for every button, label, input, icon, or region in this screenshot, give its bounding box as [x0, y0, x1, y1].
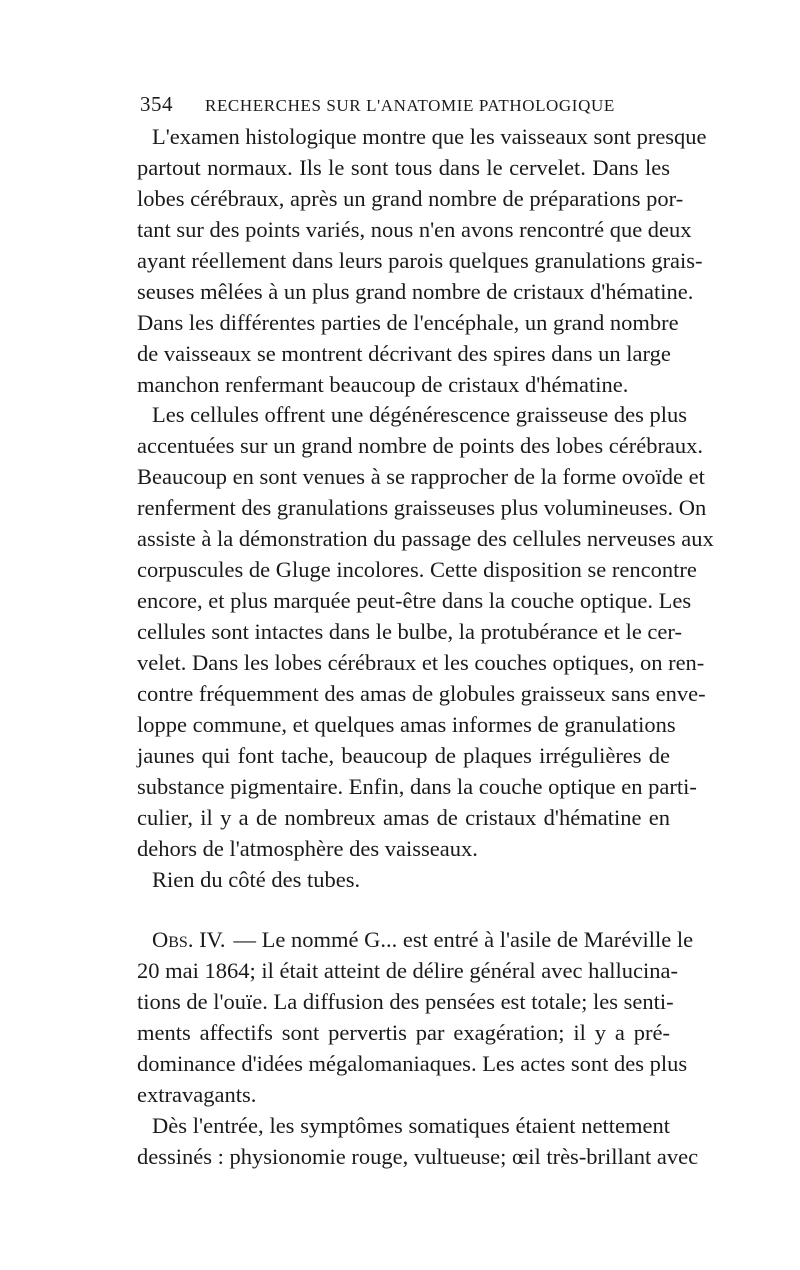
text-line: loppe commune, et quelques amas informes de granulations: [137, 712, 676, 737]
page-number: 354: [140, 92, 173, 116]
text-line: tions de l'ouïe. La diffusion des pensées est totale; les senti-: [137, 989, 674, 1014]
text-line: corpuscules de Gluge incolores. Cette disposition se rencontre: [137, 557, 697, 582]
obs-label: Obs. IV.: [152, 927, 226, 952]
text-line: 20 mai 1864; il était atteint de délire général avec hallucina-: [137, 958, 679, 983]
text-line: lobes cérébraux, après un grand nombre de préparations por-: [137, 186, 684, 211]
text-line: L'examen histologique montre que les vaisseaux sont presque: [152, 124, 707, 149]
text-line: de vaisseaux se montrent décrivant des spires dans un large: [137, 341, 671, 366]
text-line: contre fréquemment des amas de globules graisseux sans enve-: [137, 681, 706, 706]
text-line: dessinés : physionomie rouge, vultueuse; œil très-brillant avec: [137, 1144, 699, 1169]
page-header: [140, 92, 670, 117]
text-line: — Le nommé G... est entré à l'asile de Maréville le: [233, 927, 694, 952]
text-line: dehors de l'atmosphère des vaisseaux.: [137, 836, 478, 861]
text-line: manchon renfermant beaucoup de cristaux d'hématine.: [137, 372, 629, 397]
text-line: Beaucoup en sont venues à se rapprocher de la forme ovoïde et: [137, 464, 705, 489]
text-line: Les cellules offrent une dégénérescence graisseuse des plus: [152, 402, 687, 427]
text-line: renferment des granulations graisseuses plus volumineuses. On: [137, 495, 707, 520]
text-line: ments affectifs sont pervertis par exagération; il y a pré-: [137, 1020, 670, 1045]
text-line: culier, il y a de nombreux amas de cristaux d'hématine en: [137, 805, 670, 830]
text-line: seuses mêlées à un plus grand nombre de cristaux d'hématine.: [137, 279, 694, 304]
text-line: ayant réellement dans leurs parois quelques granulations grais-: [137, 248, 703, 273]
text-line: Dans les différentes parties de l'encéphale, un grand nombre: [137, 310, 679, 335]
text-line: accentuées sur un grand nombre de points des lobes cérébraux.: [137, 433, 704, 458]
text-line: encore, et plus marquée peut-être dans la couche optique. Les: [137, 588, 692, 613]
text-line: cellules sont intactes dans le bulbe, la protubérance et le cer-: [137, 619, 682, 644]
text-line: Dès l'entrée, les symptômes somatiques étaient nettement: [152, 1113, 670, 1138]
text-line: velet. Dans les lobes cérébraux et les couches optiques, on ren-: [137, 650, 705, 675]
text-line: partout normaux. Ils le sont tous dans le cervelet. Dans les: [137, 155, 670, 180]
text-line: dominance d'idées mégalomaniaques. Les actes sont des plus: [137, 1051, 688, 1076]
text-line: extravagants.: [137, 1082, 257, 1107]
obs-first-line: [152, 925, 694, 955]
text-line: tant sur des points variés, nous n'en avons rencontré que deux: [137, 217, 692, 242]
text-line: Rien du côté des tubes.: [152, 867, 361, 892]
text-line: assiste à la démonstration du passage des cellules nerveuses aux: [137, 526, 714, 551]
text-line: substance pigmentaire. Enfin, dans la couche optique en parti-: [137, 774, 697, 799]
running-head: RECHERCHES SUR L'ANATOMIE PATHOLOGIQUE: [205, 96, 615, 115]
text-line: jaunes qui font tache, beaucoup de plaques irrégulières de: [137, 743, 670, 768]
